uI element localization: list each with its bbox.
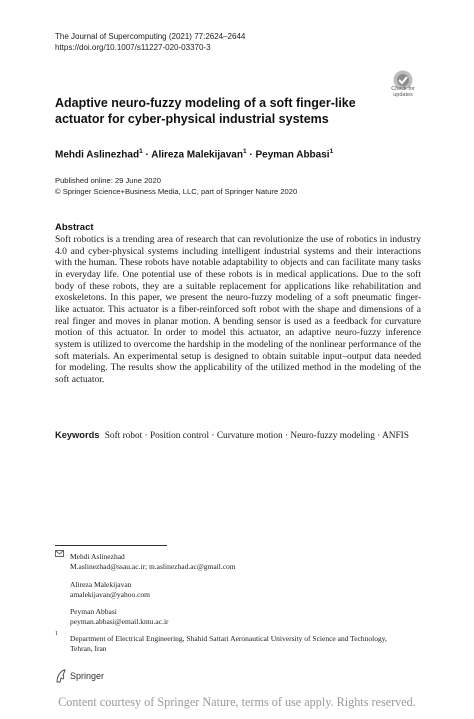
contact-email[interactable]: amalekijavan@yahoo.com xyxy=(70,589,151,599)
envelope-icon xyxy=(55,550,64,557)
author-name[interactable]: Peyman Abbasi xyxy=(255,149,330,161)
footnote-divider xyxy=(55,545,167,546)
author-separator: · xyxy=(142,149,152,161)
springer-horse-icon xyxy=(55,669,66,683)
affiliation-mark: 1 xyxy=(55,631,58,637)
contact-email[interactable]: M.aslinezhad@ssau.ac.ir; m.aslinezhad.ac@gmail.com xyxy=(70,562,236,571)
contact-list xyxy=(70,552,236,635)
author-list xyxy=(55,148,333,160)
copyright-notice: © Springer Science+Business Media, LLC, part of Springer Nature 2020 xyxy=(55,187,298,196)
affiliation-text: Department of Electrical Engineering, Shahid Sattari Aeronautical University of Science and Technology, Tehran, Iran xyxy=(70,634,387,653)
contact-entry xyxy=(70,607,236,627)
author-affiliation-mark: 1 xyxy=(139,148,143,155)
contact-name: Mehdi Aslinezhad xyxy=(70,552,125,561)
contact-entry xyxy=(70,552,236,572)
keywords xyxy=(55,430,421,443)
author-affiliation-mark: 1 xyxy=(329,148,334,155)
courtesy-notice: Content courtesy of Springer Nature, terms of use apply. Rights reserved. xyxy=(58,695,416,709)
journal-citation: The Journal of Supercomputing (2021) 77:2624–2644 xyxy=(55,32,246,41)
abstract-text: Soft robotics is a trending area of research that can revolutionize the use of robotics in industry 4.0 and cyber-physical systems including intelligent industrial systems and their interactions with the human. These robots have notable adaptability to objects and can facilitate many tasks in everyday life. One potential use of these robots is in medical applications. Due to the soft body of these robots, they are a suitable replacement for applications like rehabilitation and exoskeletons. In this paper, we present the neuro-fuzzy modeling of a soft pneumatic finger-like actuator. This actuator is a fiber-reinforced soft robot with the shape and dimensions of a real finger and moves in planar motion. A bending sensor is used as a feedback for curvature motion of this actuator. In order to model this actuator, an adaptive neuro-fuzzy inference system is utilized to overcome the hardship in the modeling of the nonlinear performance of the soft materials. An experimental setup is designed to obtain suitable input–output data needed for modeling. The results show the applicability of the utilized method in the modeling of the soft actuator. xyxy=(55,234,421,385)
check-for-updates-label: Check for updates xyxy=(391,86,415,98)
contact-entry xyxy=(70,580,236,600)
contact-email[interactable]: peyman.abbasi@email.kntu.ac.ir xyxy=(70,617,169,626)
paper-title: Adaptive neuro-fuzzy modeling of a soft finger-like actuator for cyber-physical industrial systems xyxy=(55,96,356,126)
journal-header xyxy=(55,32,245,53)
author-affiliation-mark: 1 xyxy=(242,148,247,155)
author-name[interactable]: Alireza Malekijavan xyxy=(151,149,243,161)
author-separator: · xyxy=(246,149,256,161)
publication-info xyxy=(55,175,297,197)
doi-link[interactable]: https://doi.org/10.1007/s11227-020-03370-3 xyxy=(55,42,211,52)
abstract-heading: Abstract xyxy=(55,222,94,233)
published-date: Published online: 29 June 2020 xyxy=(55,176,161,185)
keywords-label: Keywords xyxy=(55,430,100,440)
publisher-logo xyxy=(55,669,104,683)
publisher-name: Springer xyxy=(70,671,105,681)
contact-name: Alireza Malekijavan xyxy=(70,579,132,589)
author-name[interactable]: Mehdi Aslinezhad xyxy=(55,149,140,161)
keywords-list: Soft robot · Position control · Curvature motion · Neuro-fuzzy modeling · ANFIS xyxy=(104,431,409,441)
contact-name: Peyman Abbasi xyxy=(70,607,117,616)
